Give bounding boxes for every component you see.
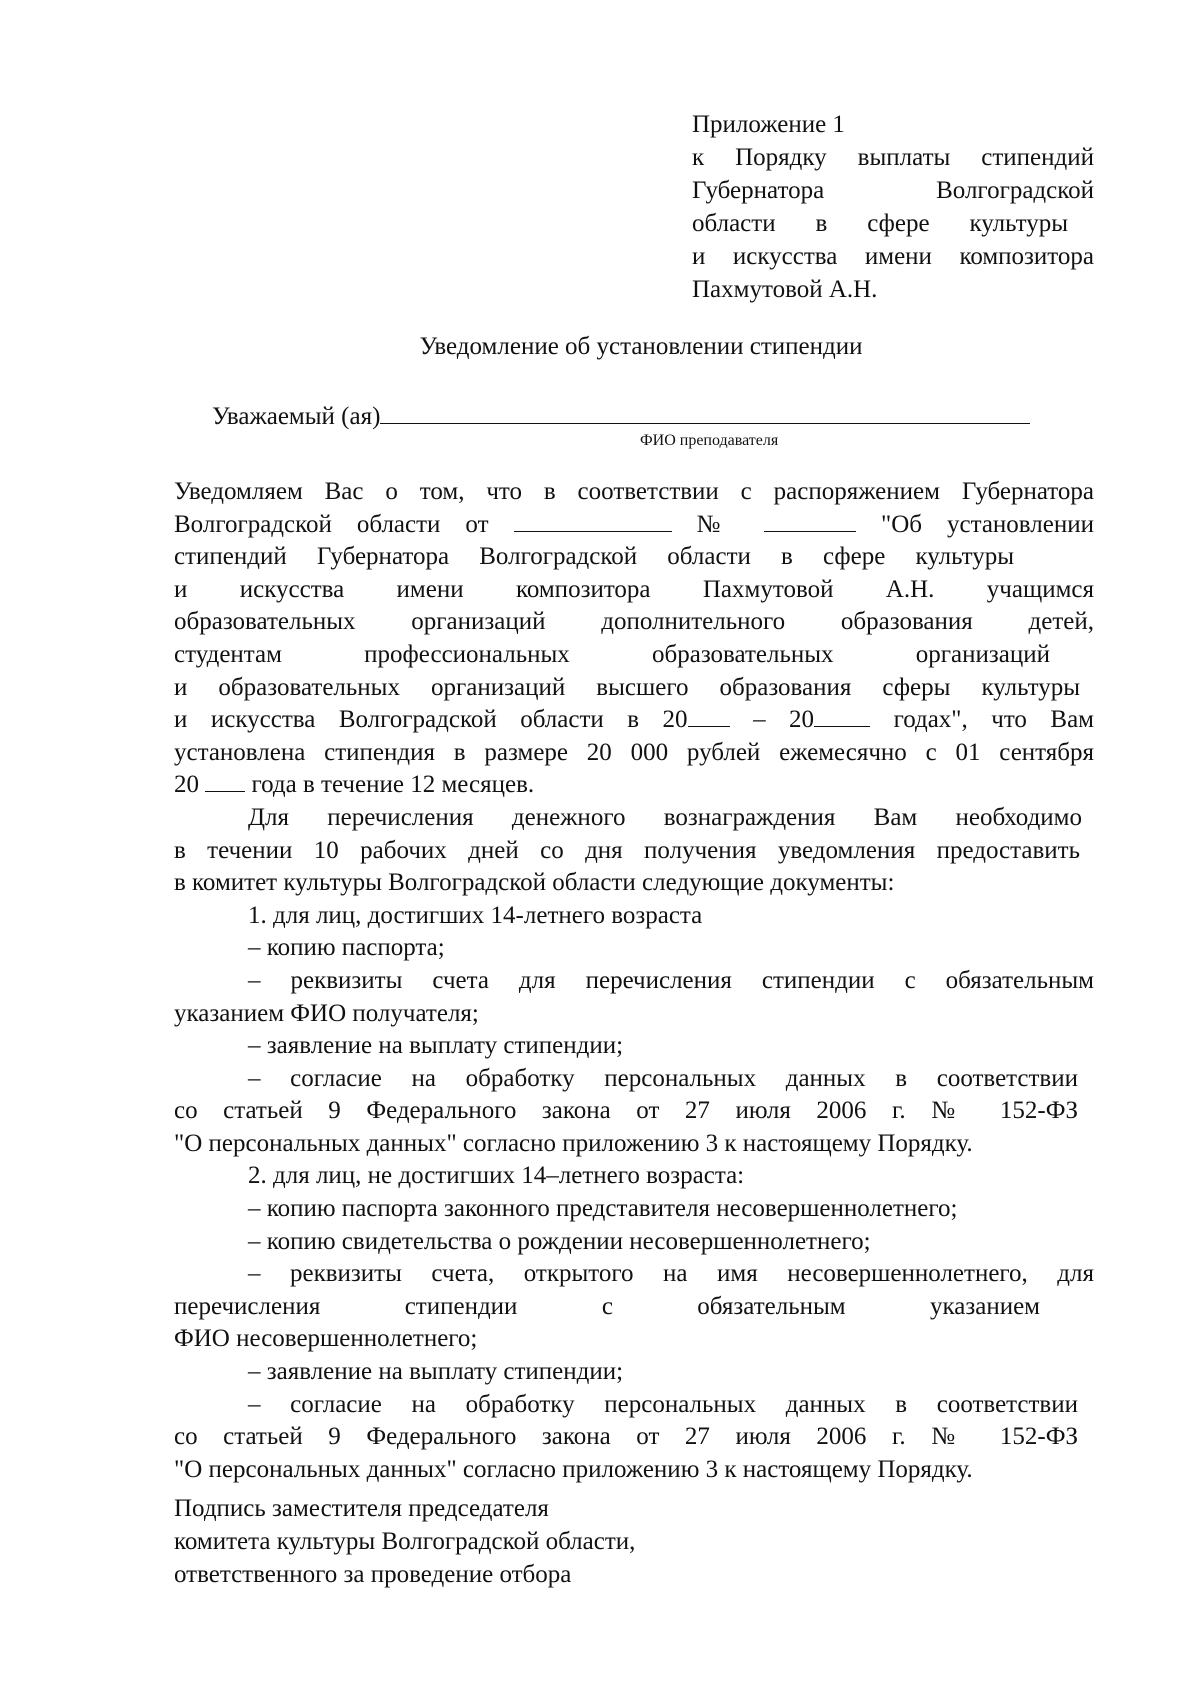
body-line: Для перечисления денежного вознаграждения Вам необходимо: [248, 803, 1082, 831]
annex-line: области в сфере культуры: [692, 210, 1068, 237]
year-blank: [205, 769, 245, 792]
signature-line: Подпись заместителя председателя: [174, 1495, 549, 1522]
body-line: – копию свидетельства о рождении несовершеннолетнего;: [248, 1227, 871, 1255]
salutation-text: Уважаемый (ая): [212, 403, 381, 430]
body-line: – заявление на выплату стипендии;: [248, 1032, 624, 1060]
body-line: 2. для лиц, не достигших 14–летнего возраста:: [248, 1162, 745, 1190]
body-line: со статьей 9 Федерального закона от 27 июля 2006 г. № 152-ФЗ: [174, 1097, 1078, 1125]
annex-line: Пахмутовой А.Н.: [692, 276, 878, 303]
date-blank: [514, 509, 672, 532]
body-line: и образовательных организаций высшего образования сферы культуры: [174, 673, 1080, 701]
body-line: образовательных организаций дополнительного образования детей,: [174, 608, 1094, 636]
body-line: – реквизиты счета для перечисления стипендии с обязательным: [248, 966, 1094, 994]
body-line: в течении 10 рабочих дней со дня получения уведомления предоставить: [174, 836, 1080, 864]
body-line: 20 года в течение 12 месяцев.: [174, 771, 535, 799]
body-line: "О персональных данных" согласно приложению 3 к настоящему Порядку.: [174, 1129, 973, 1157]
name-caption: ФИО преподавателя: [640, 432, 779, 449]
body-line: Уведомляем Вас о том, что в соответствии с распоряжением Губернатора: [174, 478, 1094, 505]
signature-line: ответственного за проведение отбора: [174, 1561, 572, 1588]
number-blank: [764, 509, 856, 532]
body-line: установлена стипендия в размере 20 000 рублей ежемесячно с 01 сентября: [174, 738, 1094, 766]
body-line: в комитет культуры Волгоградской области следующие документы:: [174, 869, 895, 897]
name-blank-line: [380, 396, 1030, 424]
body-line: "О персональных данных" согласно приложению 3 к настоящему Порядку.: [174, 1455, 973, 1483]
document-title: Уведомление об установлении стипендии: [419, 333, 863, 360]
year-blank: [688, 704, 730, 727]
annex-line: и искусства имени композитора: [692, 243, 1094, 270]
document-body: [174, 476, 1094, 1486]
body-line: стипендий Губернатора Волгоградской области в сфере культуры: [174, 543, 1014, 571]
body-line: – реквизиты счета, открытого на имя несовершеннолетнего, для: [248, 1260, 1094, 1288]
year-blank: [814, 704, 870, 727]
body-line: – копию паспорта законного представителя несовершеннолетнего;: [248, 1195, 958, 1223]
body-line: Волгоградской области от № "Об установлении: [174, 510, 1094, 538]
body-line: и искусства Волгоградской области в 20 – 20 годах", что Вам: [174, 706, 1094, 734]
body-line: студентам профессиональных образовательных организаций: [174, 640, 1050, 668]
body-line: перечисления стипендии с обязательным указанием: [174, 1292, 1040, 1320]
body-line: ФИО несовершеннолетнего;: [174, 1325, 478, 1353]
signature-block: [174, 1492, 635, 1591]
body-line: 1. для лиц, достигших 14-летнего возраста: [248, 901, 703, 929]
salutation: [212, 396, 1030, 433]
annex-line: Приложение 1: [692, 111, 845, 138]
body-line: со статьей 9 Федерального закона от 27 июля 2006 г. № 152-ФЗ: [174, 1423, 1078, 1451]
annex-block: [692, 108, 1094, 306]
body-line: указанием ФИО получателя;: [174, 999, 479, 1027]
annex-line: к Порядку выплаты стипендий: [692, 144, 1094, 171]
body-line: – заявление на выплату стипендии;: [248, 1358, 624, 1386]
body-line: – согласие на обработку персональных данных в соответствии: [248, 1064, 1078, 1092]
signature-line: комитета культуры Волгоградской области,: [174, 1528, 636, 1555]
body-line: и искусства имени композитора Пахмутовой А.Н. учащимся: [174, 575, 1094, 603]
annex-line: Губернатора Волгоградской: [692, 177, 1094, 204]
body-line: – копию паспорта;: [248, 934, 445, 962]
body-line: – согласие на обработку персональных данных в соответствии: [248, 1390, 1078, 1418]
